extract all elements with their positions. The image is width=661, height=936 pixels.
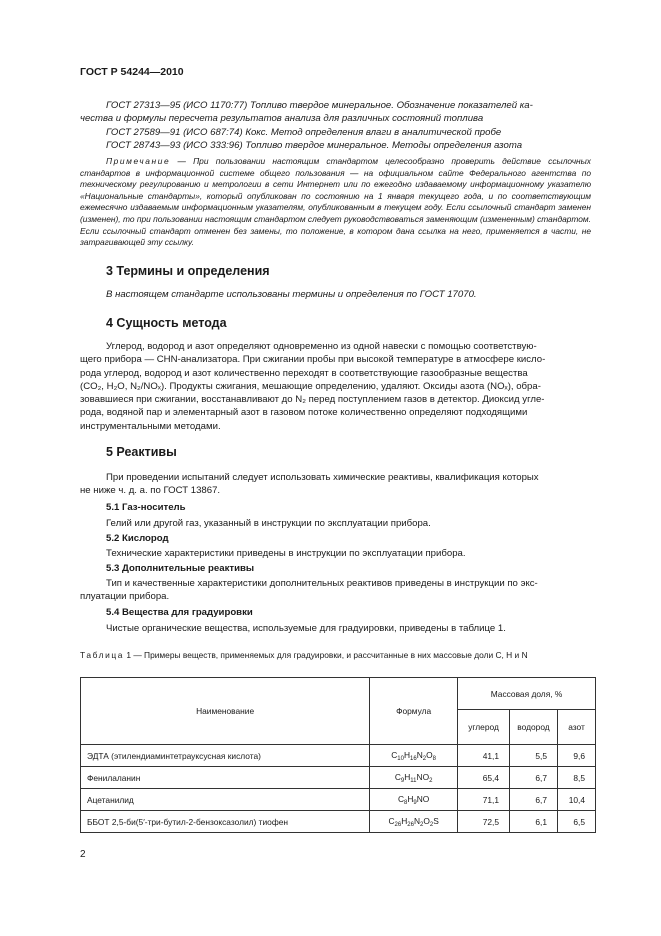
note-label: Примечание [106,156,171,166]
section-5-2-text: Технические характеристики приведены в инструкции по эксплуатации прибора. [106,548,466,559]
header-mass-fraction: Массовая доля, % [458,678,596,710]
table-row [81,767,596,789]
reference-line: чества и формулы пересчета результатов анализа для различных состояний топлива [80,113,484,125]
body-line: рода углерод, водород и азот количественно переходят в соответствующие газообразные вещества [80,367,528,379]
page-number: 2 [80,849,86,860]
cell-hydrogen: 6,7 [510,789,558,811]
section-5-3-text [80,577,591,604]
cell-carbon: 71,1 [458,789,510,811]
body-line: зовавшиеся при сжигании, восстанавливают до N₂ перед поступлением газов в детектор. Диоксид угле- [80,394,545,406]
page-header: ГОСТ Р 54244—2010 [80,66,184,78]
cell-name: ЭДТА (этилендиаминтетрауксусная кислота) [81,745,370,767]
body-line: Углерод, водород и азот определяют одновременно из одной навески с помощью соответствую- [106,341,537,352]
calibration-table [80,677,596,833]
section-5-1-text: Гелий или другой газ, указанный в инструкции по эксплуатации прибора. [106,518,431,529]
body-line: рода, водяной пар и элементарный азот в газовом потоке количественно определяют подходящими [80,407,528,419]
section-4-title: 4 Сущность метода [106,316,227,330]
cell-nitrogen: 8,5 [558,767,596,789]
body-line: плуатации прибора. [80,591,170,603]
normative-references [80,99,591,152]
table-caption [80,650,596,662]
cell-nitrogen: 6,5 [558,811,596,833]
body-line: инструментальными методами. [80,420,221,432]
note-text: — При пользовании настоящим стандартом целесообразно проверить действие ссылочных стандартов в информационной системе общего пользования — на официальном сайте Федерального агентства по техническому регулированию и метрологии в сети Интернет или по ежегодно издаваемому информационному указателю «Национальные стандарты», который опубликован по состоянию на 1 января текущего года, и по соответствующим ежемесячно издаваемым информационным указателям, опубликованным в текущем году. Если ссылочный стандарт заменен (изменен), то при пользовании настоящим стандартом следует руководствоваться заменяющим (измененным) стандартом. Если ссылочный стандарт отменен без замены, то положение, в котором дана ссылка на него, применяется в части, не затрагивающей эту ссылку. [80,156,591,248]
section-5-1-title: 5.1 Газ-носитель [106,502,186,513]
table-row [81,745,596,767]
section-5-4-title: 5.4 Вещества для градуировки [106,607,253,618]
section-5-intro [80,471,591,498]
body-line: При проведении испытаний следует использовать химические реактивы, квалификация которых [106,472,539,483]
cell-formula: $C_{26}H_{26}N_2O_2S$ [370,811,458,833]
cell-formula: $C_9H_{11}NO_2$ [370,767,458,789]
section-5-title: 5 Реактивы [106,445,177,459]
section-5-2-title: 5.2 Кислород [106,533,169,544]
cell-hydrogen: 6,1 [510,811,558,833]
cell-formula: $C_{10}H_{16}N_2O_8$ [370,745,458,767]
header-carbon: углерод [458,710,510,745]
reference-line: ГОСТ 28743—93 (ИСО 333:96) Топливо твердое минеральное. Методы определения азота [106,139,523,151]
cell-formula: $C_8H_9NO$ [370,789,458,811]
cell-carbon: 72,5 [458,811,510,833]
body-line: щего прибора — CHN-анализатора. При сжигании пробы при высокой температуре в атмосфере кисло- [80,354,546,366]
header-formula: Формула [370,678,458,745]
cell-name: Ацетанилид [81,789,370,811]
header-hydrogen: водород [510,710,558,745]
reference-line: ГОСТ 27313—95 (ИСО 1170:77) Топливо твердое минеральное. Обозначение показателей ка- [106,100,533,111]
body-line: (CO₂, H₂O, N₂/NOₓ). Продукты сжигания, мешающие определению, удаляют. Оксиды азота (NOₓ), обра- [80,380,541,392]
cell-hydrogen: 6,7 [510,767,558,789]
section-5-4-text: Чистые органические вещества, используемые для градуировки, приведены в таблице 1. [106,623,506,634]
table-caption-text: 1 — Примеры веществ, применяемых для градуировки, и рассчитанные в них массовые доли C, H и N [126,650,528,660]
cell-carbon: 41,1 [458,745,510,767]
section-3-text: В настоящем стандарте использованы термины и определения по ГОСТ 17070. [106,289,477,300]
cell-hydrogen: 5,5 [510,745,558,767]
body-line: не ниже ч. д. а. по ГОСТ 13867. [80,485,221,497]
section-3-title: 3 Термины и определения [106,264,270,278]
cell-name: ББОТ 2,5-би(5′-три-бутил-2-бензоксазолил) тиофен [81,811,370,833]
cell-nitrogen: 9,6 [558,745,596,767]
table-row [81,811,596,833]
reference-line: ГОСТ 27589—91 (ИСО 687:74) Кокс. Метод определения влаги в аналитической пробе [106,126,502,138]
cell-name: Фенилаланин [81,767,370,789]
cell-nitrogen: 10,4 [558,789,596,811]
header-nitrogen: азот [558,710,596,745]
body-line: Тип и качественные характеристики дополнительных реактивов приведены в инструкции по экс- [106,578,538,589]
cell-carbon: 65,4 [458,767,510,789]
table-caption-label: Таблица [80,650,125,660]
header-name: Наименование [81,678,370,745]
note-paragraph [80,156,591,249]
table-row [81,789,596,811]
section-5-3-title: 5.3 Дополнительные реактивы [106,563,255,574]
section-4-body [80,340,591,433]
